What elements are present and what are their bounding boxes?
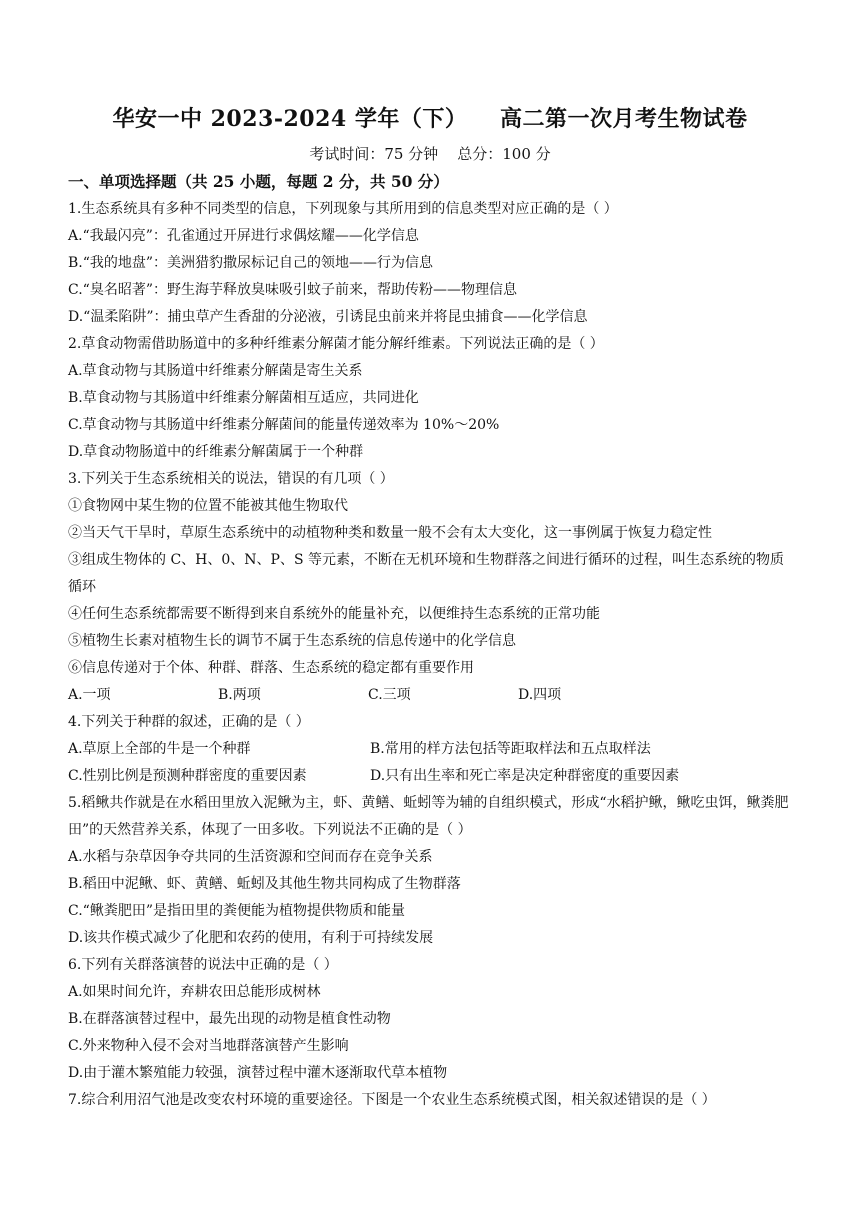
question-2-option-a: A.草食动物与其肠道中纤维素分解菌是寄生关系 <box>68 363 363 379</box>
question-3-option-d: D.四项 <box>518 687 562 703</box>
question-1-option-d: D.“温柔陷阱”：捕虫草产生香甜的分泌液，引诱昆虫前来并将昆虫捕食——化学信息 <box>68 309 588 325</box>
question-5-stem: 5.稻鳅共作就是在水稻田里放入泥鳅为主，虾、黄鳝、蚯蚓等为辅的自组织模式，形成“水稻护鳅，鳅吃虫饵，鳅粪肥田”的天然营养关系，体现了一田多收。下列说法不正确的是（ ） <box>68 795 789 838</box>
questions <box>68 196 792 1114</box>
question-3-statement-2: ②当天气干旱时，草原生态系统中的动植物种类和数量一般不会有太大变化，这一事例属于恢复力稳定性 <box>68 525 712 541</box>
question-4-option-d: D.只有出生率和死亡率是决定种群密度的重要因素 <box>370 768 680 784</box>
question-4-options-row-1 <box>68 736 792 763</box>
question-6-option-d: D.由于灌木繁殖能力较强，演替过程中灌木逐渐取代草本植物 <box>68 1065 448 1081</box>
question-4-option-c: C.性别比例是预测种群密度的重要因素 <box>68 768 307 784</box>
question-5-option-a: A.水稻与杂草因争夺共同的生活资源和空间而存在竞争关系 <box>68 849 433 865</box>
question-3-statement-5: ⑤植物生长素对植物生长的调节不属于生态系统的信息传递中的化学信息 <box>68 633 516 649</box>
question-3-stem: 3.下列关于生态系统相关的说法，错误的有几项（ ） <box>68 471 394 487</box>
question-6-option-a: A.如果时间允许，弃耕农田总能形成树林 <box>68 984 321 1000</box>
question-1-option-b: B.“我的地盘”：美洲猎豹撒尿标记自己的领地——行为信息 <box>68 255 434 271</box>
question-5-option-b: B.稻田中泥鳅、虾、黄鳝、蚯蚓及其他生物共同构成了生物群落 <box>68 876 461 892</box>
question-4-options-row-2 <box>68 763 792 790</box>
exam-title: 华安一中 2023-2024 学年（下） 高二第一次月考生物试卷 <box>112 106 748 132</box>
question-2-option-c: C.草食动物与其肠道中纤维素分解菌间的能量传递效率为 10%～20% <box>68 417 500 433</box>
question-5-option-c: C.“鳅粪肥田”是指田里的粪便能为植物提供物质和能量 <box>68 903 405 919</box>
question-1-stem: 1.生态系统具有多种不同类型的信息，下列现象与其所用到的信息类型对应正确的是（ ） <box>68 201 618 217</box>
exam-info: 考试时间：75 分钟 总分：100 分 <box>309 145 551 163</box>
question-3-options <box>68 682 792 709</box>
question-2-option-d: D.草食动物肠道中的纤维素分解菌属于一个种群 <box>68 444 364 460</box>
question-1-option-a: A.“我最闪亮”：孔雀通过开屏进行求偶炫耀——化学信息 <box>68 228 419 244</box>
question-6-stem: 6.下列有关群落演替的说法中正确的是（ ） <box>68 957 338 973</box>
question-2-option-b: B.草食动物与其肠道中纤维素分解菌相互适应，共同进化 <box>68 390 419 406</box>
question-7-stem: 7.综合利用沼气池是改变农村环境的重要途径。下图是一个农业生态系统模式图，相关叙述错误的是（ ） <box>68 1092 716 1108</box>
question-3-option-b: B.两项 <box>218 687 261 703</box>
question-3-statement-4: ④任何生态系统都需要不断得到来自系统外的能量补充，以便维持生态系统的正常功能 <box>68 606 600 622</box>
question-3-option-c: C.三项 <box>368 687 411 703</box>
question-6-option-b: B.在群落演替过程中，最先出现的动物是植食性动物 <box>68 1011 391 1027</box>
question-3-statement-3: ③组成生物体的 C、H、0、N、P、S 等元素，不断在无机环境和生物群落之间进行循环的过程，叫生态系统的物质循环 <box>68 552 784 595</box>
question-2-stem: 2.草食动物需借助肠道中的多种纤维素分解菌才能分解纤维素。下列说法正确的是（ ） <box>68 336 604 352</box>
question-3-option-a: A.一项 <box>68 687 111 703</box>
question-5-option-d: D.该共作模式减少了化肥和农药的使用，有利于可持续发展 <box>68 930 434 946</box>
section-heading: 一、单项选择题（共 25 小题，每题 2 分，共 50 分） <box>68 172 449 191</box>
question-1-option-c: C.“臭名昭著”：野生海芋释放臭味吸引蚊子前来，帮助传粉——物理信息 <box>68 282 517 298</box>
question-6-option-c: C.外来物种入侵不会对当地群落演替产生影响 <box>68 1038 349 1054</box>
question-4-stem: 4.下列关于种群的叙述，正确的是（ ） <box>68 714 310 730</box>
question-4-option-a: A.草原上全部的牛是一个种群 <box>68 741 251 757</box>
question-4-option-b: B.常用的样方法包括等距取样法和五点取样法 <box>370 741 651 757</box>
question-3-statement-6: ⑥信息传递对于个体、种群、群落、生态系统的稳定都有重要作用 <box>68 660 474 676</box>
question-3-statement-1: ①食物网中某生物的位置不能被其他生物取代 <box>68 498 348 514</box>
